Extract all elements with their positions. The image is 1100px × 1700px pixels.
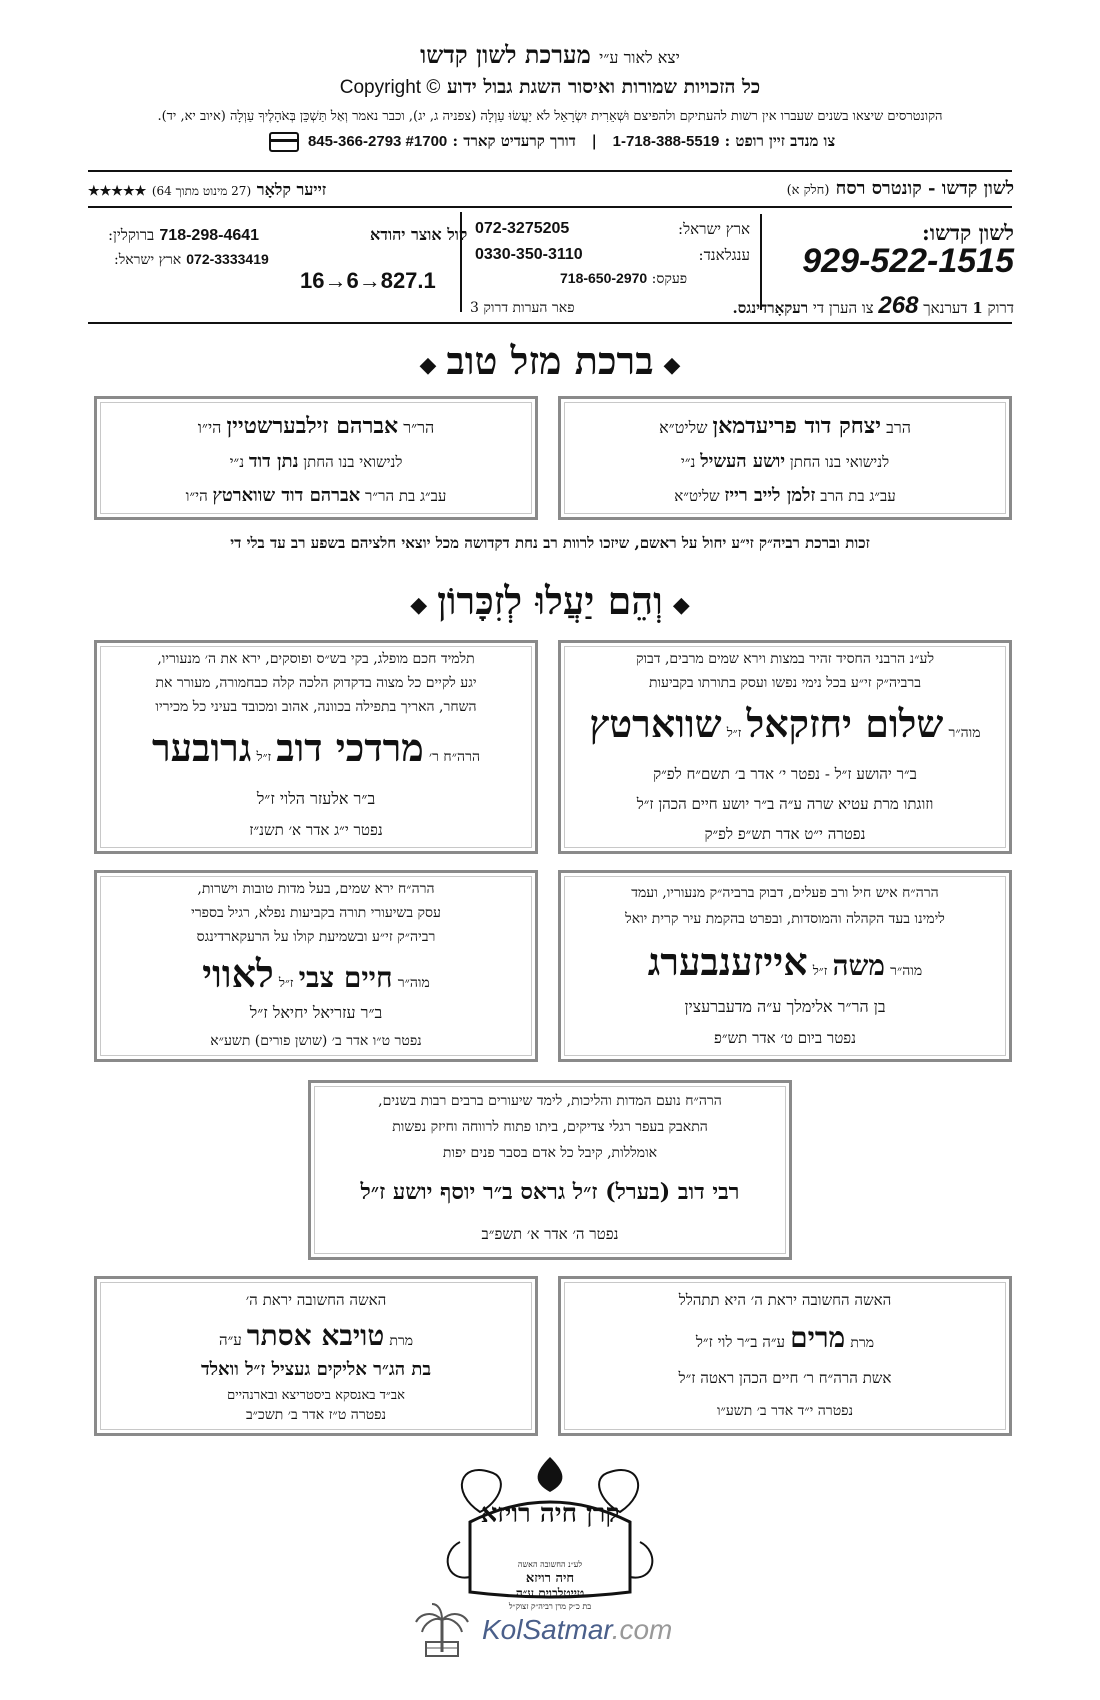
description-line: עסק בשיעורי תורה בקביעות נפלא, רגיל בספרי (191, 905, 441, 921)
divider (88, 322, 1012, 324)
suffix: ז״ל (726, 726, 742, 741)
description-line: התאבק בעפר רגלי צדיקים, ביתו פתוח לרווחה וחיזק נפשות (392, 1119, 708, 1135)
description-line: הרה״ח ירא שמים, בעל מדות טובות וישרות, (197, 881, 435, 897)
mazal-left-line3 (105, 485, 527, 506)
date-line: נפטר ה׳ אדר א׳ תשפ״ב (481, 1225, 619, 1243)
card-phone: 845-366-2793 #1700 (307, 133, 448, 150)
prefix: עב״ג בת הר״ר (365, 487, 447, 505)
divider (88, 206, 1012, 208)
suffix: שליט״א (674, 487, 720, 505)
mazal-box-left (94, 396, 538, 520)
prefix: הרב (886, 418, 911, 437)
person-name: מרים (790, 1321, 846, 1354)
description-line: תלמיד חכם מופלג, בקי בש״ס ופוסקים, ירא את ה׳ מנעוריו, (157, 651, 475, 667)
mazal-box-right (558, 396, 1012, 520)
person-name: טויבא אסתר (246, 1319, 385, 1352)
lk-phone[interactable]: 929-522-1515 (802, 242, 1014, 280)
name-line (569, 701, 1001, 747)
dial-digit-1: 1 (972, 299, 983, 317)
logo-sub2: חיה רויזא (525, 1571, 575, 1586)
date-line: נפטרה י״ד אדר ב׳ תשע״ו (716, 1403, 854, 1419)
logo-sub4: בת כ״ק מרן רביה״ק זצוק״ל (508, 1602, 592, 1611)
divider (88, 170, 1012, 172)
england-line (475, 246, 750, 265)
dial-pre: דרוק (987, 299, 1014, 317)
publisher-prefix: יצא לאור ע״י (599, 48, 680, 67)
dial-number: 268 (878, 292, 919, 319)
memorial-title (0, 578, 1100, 624)
description-line: לע״נ הרבני החסיד זהיר במצות וירא שמים מרבים, דבוק (635, 651, 935, 667)
credit-card-icon (269, 132, 299, 152)
shiur-title-text: לשון קדשו - קונטרס (871, 178, 1014, 199)
il2-label: ארץ ישראל: (114, 252, 182, 268)
description-line: השחר, האריך בתפילה בכוונה, אהוב ומכובד בעיני כל מכיריו (155, 699, 477, 715)
town-line: אב״ד באנסקא ביסטריצא ובארנהיים (227, 1388, 405, 1403)
first-name: משה (832, 949, 885, 982)
diamond-icon: ◆ (410, 591, 428, 618)
brooklyn-label: ברוקלין: (108, 226, 155, 244)
description-line: אומללות, קיבל כל אדם בסבר פנים יפות (442, 1145, 658, 1161)
mazal-right-line3 (569, 485, 1001, 506)
person-name: נתן דוד (248, 451, 299, 472)
first-name: חיים צבי (298, 961, 393, 994)
date-line: נפטר ביום ט׳ אדר תש״פ (713, 1029, 857, 1047)
il2-phone[interactable]: 072-3333419 (186, 251, 269, 267)
notes-line: פאר הערות דרוק 3 (470, 300, 575, 316)
shiur-part: (חלק א) (786, 183, 830, 198)
israel-line (475, 220, 750, 239)
brooklyn-line (108, 225, 259, 245)
kol-number[interactable]: 16→6→827.1 (300, 268, 436, 293)
person-name: אברהם זילבערשטיין (226, 413, 399, 439)
donate-line: צו מנדב זיין רופט : 1-718-388-5519 | דורך קרעדיט קארד : 845-366-2793 #1700 (0, 132, 1100, 152)
prefix: הרה״ח ר׳ (428, 749, 481, 765)
shiur-length (88, 180, 326, 200)
prefix: לנישואי בנו החתן (303, 453, 403, 471)
diamond-icon: ◆ (672, 591, 690, 618)
name-line (569, 939, 1001, 985)
date-line: נפטר י״ג אדר א׳ תשנ״ז (249, 821, 383, 839)
fax-phone[interactable]: 718-650-2970 (560, 270, 648, 286)
memorial-box-toiba (94, 1276, 538, 1436)
mazal-left-line2 (105, 451, 527, 472)
copyright-text: Copyright © (339, 77, 441, 98)
mazal-right-line1 (569, 413, 1001, 439)
brand-tld: .com (611, 1614, 673, 1645)
kol-label: קול אוצר יהודא (370, 225, 468, 244)
father-line: ב״ר עזריאל יחיאל ז״ל (249, 1003, 383, 1022)
rating-stars-icon: ★★★★★ (88, 184, 147, 199)
description-line: הרה״ח נועם המדות והליכות, לימד שיעורים ברבים רבות בשנים, (378, 1093, 722, 1109)
suffix: ז״ל (278, 976, 294, 991)
name-line: רבי דוב (בערל) ז״ל גראס ב״ר יוסף יושע ז״ל (360, 1179, 740, 1205)
notice-text: הקונטרסים שיצאו בשנים שעברו אין רשות להעתיקם ולהפיצם וּשְׁאֵרִית יִשְׂרָאֵל לֹא יַעֲשׂוּ עַוְלָה (צפניה ג, יג), וכבר נאמר וְאַל תַּשְׁכֵּן בְּאֹהָלֶיךָ עַוְלָה (איוב יא, יד). (157, 109, 943, 124)
dial-post: צו הערן די (812, 299, 874, 317)
father-line: ב״ר אלעזר הלוי ז״ל (256, 789, 376, 808)
date-line: נפטרה ט״ז אדר ב׳ תשכ״ב (245, 1407, 387, 1423)
person-name: יצחק דוד פריעדמאן (712, 413, 882, 439)
first-name: מרדכי דוב (276, 725, 424, 770)
suffix: ז״ל (812, 964, 828, 979)
card-label: דורך קרעדיט קארד : (452, 132, 576, 150)
description-line: האשה החשובה יראת ה׳ היא תתהלל (678, 1291, 892, 1309)
suffix: הי״ו (197, 418, 222, 437)
person-name: יושע העשיל (700, 451, 786, 472)
suffix: נ״י (680, 453, 696, 471)
fax-label: פעקס: (651, 271, 688, 287)
zchus-line: זכות וברכת רביה״ק זי״ע יחול על ראשם, שיזכו לרוות רב נחת דקדושה מכל יוצאי חלציהם בשפע רב עד בלי די (230, 534, 870, 552)
shiur-length-desc: (27 מינוט מתוך 64) (151, 184, 252, 198)
suffix: נ״י (229, 453, 245, 471)
name-line (105, 951, 527, 997)
prefix: מרת (850, 1335, 875, 1351)
memorial-box-eisenberg (558, 870, 1012, 1062)
wife-line: וזוגתו מרת עטיא שרה ע״ה ב״ר יושע חיים הכהן ז״ל (636, 795, 934, 813)
diamond-icon: ◆ (663, 351, 681, 378)
diamond-icon: ◆ (419, 351, 437, 378)
suffix: ע״ה (218, 1331, 242, 1349)
prefix: מרת (389, 1333, 414, 1349)
memorial-box-miriam (558, 1276, 1012, 1436)
dial-instructions (733, 292, 1015, 320)
prefix: מוה״ר (397, 975, 430, 991)
husband-line: אשת הרה״ח ר׳ חיים הכהן ראטה ז״ל (678, 1369, 892, 1387)
suffix: שליט״א (659, 418, 708, 437)
england-phone[interactable]: 0330-350-3110 (475, 246, 583, 263)
mazal-right-line2 (569, 451, 1001, 472)
father-line: ב״ר יהושע ז״ל - נפטר י׳ אדר ב׳ תשם״ח לפ״ק (653, 765, 917, 783)
name-line (105, 1319, 527, 1353)
lk-label: לשון קדשו: (921, 220, 1014, 245)
description-line: האשה החשובה יראת ה׳ (245, 1291, 387, 1309)
mazal-tov-text: ברכת מזל טוב (446, 338, 654, 383)
prefix: הר״ר (403, 418, 435, 437)
shiur-length-name: זייער קלאָר (256, 180, 327, 199)
last-name: גרובער (151, 725, 252, 770)
donate-label: צו מנדב זיין רופט : (724, 132, 836, 150)
memorial-box-schwartz (558, 640, 1012, 854)
first-name: שלום יחזקאל (746, 701, 944, 746)
kolsatmar-logo[interactable] (412, 1602, 702, 1662)
mazal-tov-title (0, 338, 1100, 384)
description-line: רביה״ק זי״ע ובשמיעת קולו על הרעקארדינגס (196, 929, 436, 945)
suffix: ע״ה ב״ר לוי ז״ל (695, 1333, 786, 1351)
logo-sub3: טייטלבוים ע״ה (515, 1586, 585, 1600)
il2-line (114, 249, 269, 269)
logo-title: קרן חיה רויזא (480, 1499, 620, 1529)
footer-brand (482, 1614, 672, 1646)
description-line: לימינו בעד הקהלה והמוסדות, ובפרט בהקמת עיר קרית יואל (625, 911, 945, 927)
rights-text: כל הזכויות שמורות ואיסור השגת גבול ידוע (447, 76, 761, 98)
memorial-box-lowy (94, 870, 538, 1062)
description-line: ברביה״ק זי״ע בכל נימי נפשו ועסק בתורתו בקביעות (648, 675, 922, 691)
brand-name: KolSatmar (482, 1614, 612, 1645)
suffix: הי״ו (185, 487, 208, 505)
description-line: יגע לקיים כל מצוה בדקדוק הלכה קלה כבחמורה, מעורר את (155, 675, 477, 691)
last-name: אייזענבערג (647, 939, 808, 984)
father-line: בן הר״ר אלימלך ע״ה מדעברעצין (684, 997, 886, 1016)
israel-phone[interactable]: 072-3275205 (475, 220, 570, 237)
publisher-name: מערכת לשון קדשו (420, 40, 591, 69)
prefix: לנישואי בנו החתן (789, 453, 890, 471)
prefix: מוה״ר (890, 963, 923, 979)
rights-line (0, 76, 1100, 99)
person-name: זלמן לייב רייז (724, 485, 816, 506)
prefix: מוה״ר (948, 725, 981, 741)
memorial-box-gross (308, 1080, 792, 1260)
logo-sub1: לע״נ החשובה האשה (517, 1560, 583, 1569)
shiur-title (787, 178, 1014, 199)
father-line: בת הג״ר אליקים געציל ז״ל וואלד (200, 1359, 432, 1380)
shiur-number: רסח (835, 178, 866, 199)
israel-label: ארץ ישראל: (678, 220, 750, 238)
description-line: הרה״ח איש חיל ורב פעלים, דבוק ברביה״ק מנעוריו, ועמד (631, 885, 939, 901)
dial-mid: דערנאך (923, 299, 968, 317)
name-line (569, 1321, 1001, 1355)
dial-end: רעקאָרדינגס. (732, 299, 809, 317)
palm-tree-icon (412, 1602, 472, 1658)
memorial-title-text: וְהֵם יַעֲלוּ לְזִכָּרוֹן (437, 578, 663, 623)
fax-line (560, 270, 687, 288)
date-line: נפטרה י״ט אדר תש״פ לפ״ק (704, 825, 866, 843)
last-name: שווארטץ (589, 701, 722, 746)
prefix: עב״ג בת הרב (820, 487, 896, 505)
name-line (105, 725, 527, 771)
last-name: לאווי (202, 951, 274, 996)
suffix: ז״ל (256, 750, 272, 765)
brooklyn-phone[interactable]: 718-298-4641 (159, 227, 260, 244)
person-name: אברהם דוד שווארטץ (212, 485, 361, 506)
memorial-box-gruber (94, 640, 538, 854)
mazal-left-line1 (105, 413, 527, 439)
england-label: ענגלאנד: (698, 246, 750, 264)
publisher-line (0, 40, 1100, 70)
date-line: נפטר ט״ו אדר ב׳ (שושן פורים) תשע״א (210, 1033, 422, 1049)
donate-phone: 1-718-388-5519 (612, 133, 720, 150)
